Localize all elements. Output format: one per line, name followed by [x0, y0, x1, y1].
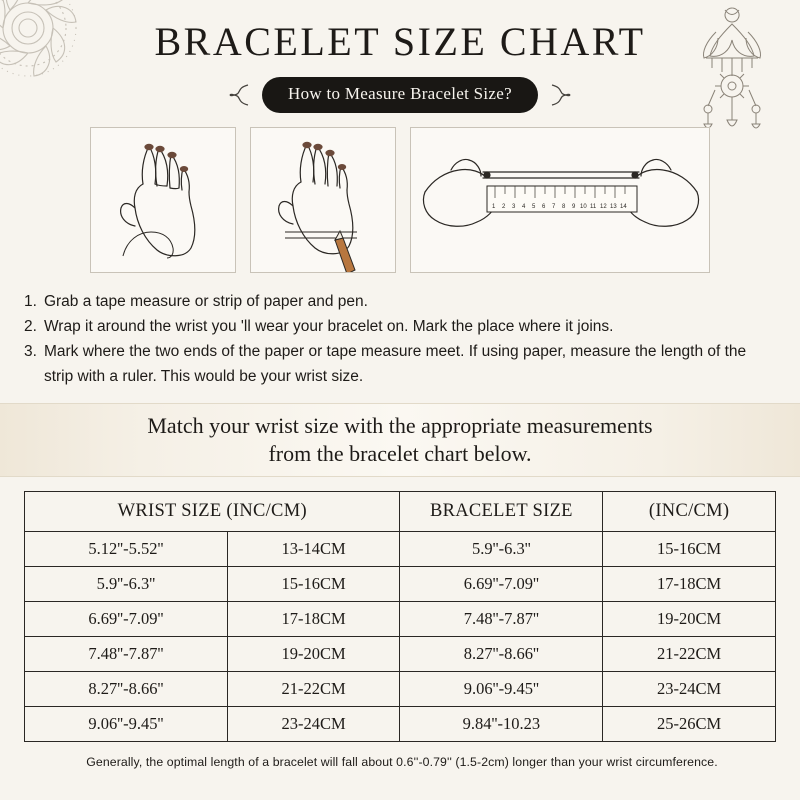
banner-line-1: Match your wrist size with the appropriate measurements: [147, 413, 653, 439]
svg-text:8: 8: [562, 204, 566, 210]
step-number: 3.: [24, 343, 37, 361]
list-item: [24, 339, 776, 389]
cell-wrist-cm: 13-14CM: [227, 532, 400, 567]
column-header-bracelet-size-unit: (INC/CM): [603, 492, 776, 532]
flourish-right-icon: [548, 82, 574, 108]
table-header-row: [25, 492, 776, 532]
cell-wrist-inches: 7.48''-7.87'': [25, 637, 228, 672]
hand-with-paper-strip-illustration: [250, 127, 396, 273]
cell-bracelet-inches: 9.06''-9.45'': [400, 672, 603, 707]
svg-text:11: 11: [590, 204, 597, 210]
cell-bracelet-inches: 8.27''-8.66'': [400, 637, 603, 672]
table-row: [25, 672, 776, 707]
cell-wrist-inches: 5.12''-5.52'': [25, 532, 228, 567]
cell-wrist-cm: 23-24CM: [227, 707, 400, 742]
banner-line-2: from the bracelet chart below.: [268, 441, 532, 467]
table-row: [25, 637, 776, 672]
table-row: [25, 602, 776, 637]
step-text: Grab a tape measure or strip of paper and pen.: [43, 293, 368, 310]
page-title: BRACELET SIZE CHART: [154, 19, 646, 64]
hands-measuring-strip-with-ruler-illustration: [410, 127, 710, 273]
match-wrist-size-banner: [0, 403, 800, 477]
table-row: [25, 532, 776, 567]
svg-text:9: 9: [572, 204, 576, 210]
list-item: [24, 314, 776, 339]
cell-wrist-inches: 6.69''-7.09'': [25, 602, 228, 637]
cell-bracelet-cm: 23-24CM: [603, 672, 776, 707]
size-table-wrapper: [24, 491, 776, 742]
column-header-wrist-size: WRIST SIZE (INC/CM): [25, 492, 400, 532]
step-number: 1.: [24, 293, 37, 310]
step-text: Wrap it around the wrist you 'll wear your bracelet on. Mark the place where it joins.: [43, 318, 614, 336]
cell-bracelet-cm: 25-26CM: [603, 707, 776, 742]
svg-text:13: 13: [610, 204, 617, 210]
cell-bracelet-cm: 15-16CM: [603, 532, 776, 567]
measure-instruction-pill: How to Measure Bracelet Size?: [262, 77, 538, 113]
step-text: Mark where the two ends of the paper or tape measure meet. If using paper, measure the length of the strip with a ruler. This would be your wrist size.: [43, 343, 747, 386]
cell-bracelet-inches: 9.84''-10.23: [400, 707, 603, 742]
list-item: [24, 289, 776, 314]
hand-with-tape-measure-illustration: [90, 127, 236, 273]
cell-wrist-cm: 19-20CM: [227, 637, 400, 672]
cell-wrist-inches: 5.9''-6.3'': [25, 567, 228, 602]
flourish-left-icon: [226, 82, 252, 108]
cell-bracelet-inches: 5.9''-6.3'': [400, 532, 603, 567]
step-number: 2.: [24, 318, 37, 336]
cell-wrist-cm: 17-18CM: [227, 602, 400, 637]
cell-bracelet-inches: 7.48''-7.87'': [400, 602, 603, 637]
cell-bracelet-inches: 6.69''-7.09'': [400, 567, 603, 602]
bracelet-size-table: [24, 491, 776, 742]
svg-text:10: 10: [580, 204, 587, 210]
table-row: [25, 707, 776, 742]
illustration-panels: [0, 127, 800, 273]
svg-text:14: 14: [620, 204, 627, 210]
column-header-bracelet-size: BRACELET SIZE: [400, 492, 603, 532]
cell-wrist-inches: 9.06''-9.45'': [25, 707, 228, 742]
cell-wrist-cm: 21-22CM: [227, 672, 400, 707]
mandala-ornament-icon: [0, 0, 98, 98]
svg-text:4: 4: [522, 204, 526, 210]
svg-text:1: 1: [492, 204, 496, 210]
cell-bracelet-cm: 19-20CM: [603, 602, 776, 637]
svg-text:12: 12: [600, 204, 607, 210]
svg-text:7: 7: [552, 204, 556, 210]
svg-text:5: 5: [532, 204, 536, 210]
lotus-ornament-icon: [672, 2, 792, 142]
measure-steps-list: [24, 289, 776, 389]
svg-text:2: 2: [502, 204, 506, 210]
cell-bracelet-cm: 21-22CM: [603, 637, 776, 672]
cell-wrist-inches: 8.27''-8.66'': [25, 672, 228, 707]
cell-wrist-cm: 15-16CM: [227, 567, 400, 602]
svg-text:6: 6: [542, 204, 546, 210]
table-row: [25, 567, 776, 602]
svg-text:3: 3: [512, 204, 516, 210]
cell-bracelet-cm: 17-18CM: [603, 567, 776, 602]
footnote-text: Generally, the optimal length of a bracelet will fall about 0.6''-0.79'' (1.5-2cm) longer than your wrist circumference.: [86, 755, 718, 770]
